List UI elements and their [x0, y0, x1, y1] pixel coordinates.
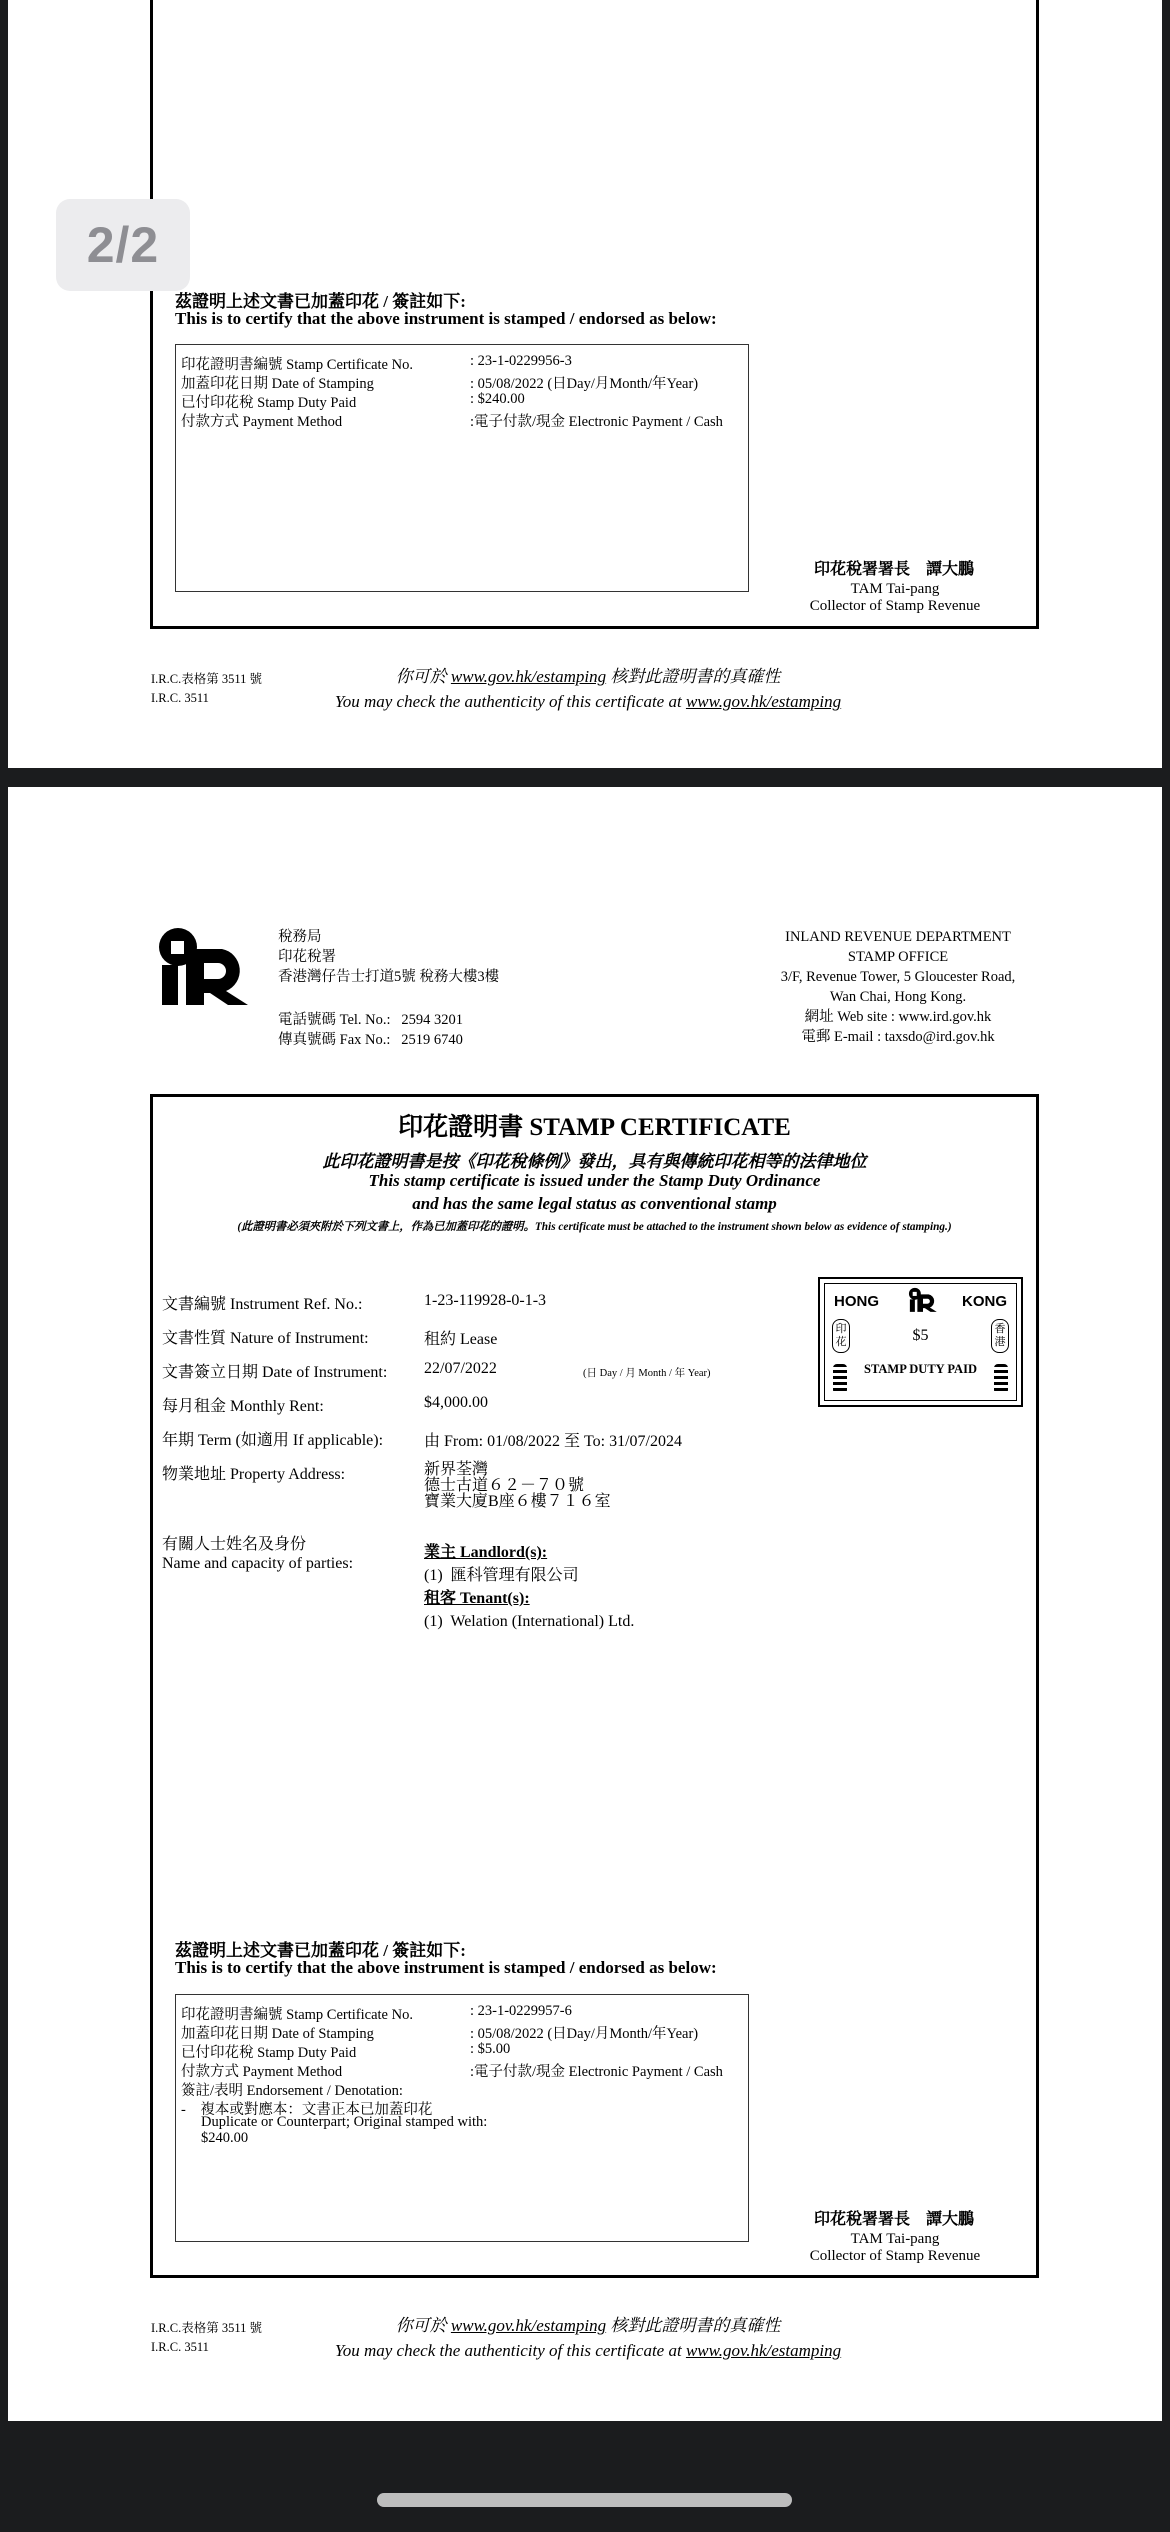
- box-value: : 05/08/2022 (日Day/月Month/年Year): [470, 2026, 699, 2042]
- home-indicator[interactable]: [377, 2493, 792, 2507]
- check-cn-pre: 你可於: [395, 2316, 451, 2335]
- certificate-subtitle-en-2: and has the same legal status as conventional stamp: [412, 1194, 777, 1213]
- parties-list: [424, 1541, 634, 1633]
- address-en-1: 3/F, Revenue Tower, 5 Gloucester Road,: [780, 969, 1016, 985]
- estamping-link[interactable]: www.gov.hk/estamping: [685, 692, 842, 711]
- landlord-heading: 業主 Landlord(s):: [424, 1544, 548, 1561]
- instrument-date-value: 22/07/2022: [424, 1360, 497, 1377]
- estamping-link[interactable]: www.gov.hk/estamping: [450, 667, 607, 686]
- stamp-left-ornament-icon: [833, 1364, 847, 1394]
- box-label: 已付印花稅 Stamp Duty Paid: [181, 2045, 357, 2061]
- certify-heading-cn: 茲證明上述文書已加蓋印花 / 簽註如下:: [175, 1941, 466, 1960]
- signature-name: TAM Tai-pang: [850, 2231, 940, 2247]
- authenticity-note: [308, 664, 868, 714]
- box-value: : $240.00: [470, 391, 525, 407]
- certificate-subtitle-cn: 此印花證明書是按《印花稅條例》發出，具有與傳統印花相等的法律地位: [322, 1152, 867, 1171]
- dept-address-cn: [278, 927, 499, 987]
- field-label: 物業地址 Property Address:: [162, 1466, 346, 1483]
- document-page-2: [8, 787, 1162, 2421]
- box-value: : $5.00: [470, 2041, 511, 2057]
- tel-number: 電話號碼 Tel. No.: 2594 3201: [278, 1012, 464, 1028]
- stamp-paid-label: STAMP DUTY PAID: [864, 1362, 977, 1376]
- certify-heading-en: This is to certify that the above instrument is stamped / endorsed as below:: [175, 309, 717, 328]
- field-label: 文書編號 Instrument Ref. No.:: [162, 1296, 363, 1313]
- box-label: 加蓋印花日期 Date of Stamping: [181, 376, 374, 392]
- box-value: :電子付款/現金 Electronic Payment / Cash: [470, 414, 723, 430]
- property-address: [424, 1462, 611, 1510]
- stamp-kong: KONG: [962, 1293, 1007, 1310]
- address-cn: 香港灣仔告士打道5號 稅務大樓3樓: [278, 969, 500, 985]
- website: 網址 Web site : www.ird.gov.hk: [804, 1009, 992, 1025]
- field-label: 文書簽立日期 Date of Instrument:: [162, 1364, 388, 1381]
- landlord-entry: (1) 匯科管理有限公司: [424, 1567, 579, 1584]
- instrument-ref-value: 1-23-119928-0-1-3: [424, 1292, 547, 1309]
- box-label: 印花證明書編號 Stamp Certificate No.: [181, 2007, 413, 2023]
- box-value: : 23-1-0229956-3: [470, 353, 572, 369]
- page-indicator-badge: 2/2: [56, 199, 190, 291]
- box-label: 印花證明書編號 Stamp Certificate No.: [181, 357, 413, 373]
- box-value: : 23-1-0229957-6: [470, 2003, 572, 2019]
- signature-title: Collector of Stamp Revenue: [809, 2248, 981, 2264]
- box-value: : 05/08/2022 (日Day/月Month/年Year): [470, 376, 699, 392]
- email: 電郵 E-mail : taxsdo@ird.gov.hk: [801, 1029, 995, 1045]
- check-en-pre: You may check the authenticity of this certificate at: [334, 692, 686, 711]
- stamp-left-seal: 印花: [832, 1319, 850, 1353]
- stamp-right-seal: 香港: [991, 1319, 1009, 1353]
- stamp-right-ornament-icon: [994, 1364, 1008, 1394]
- attach-note: (此證明書必須夾附於下列文書上，作為已加蓋印花的證明。This certificate must be attached to the instrument shown below as evidence of stamping.): [237, 1221, 952, 1233]
- check-en-pre: You may check the authenticity of this certificate at: [334, 2341, 686, 2360]
- authenticity-note: [308, 2313, 868, 2363]
- signature-title: Collector of Stamp Revenue: [809, 598, 981, 614]
- check-cn-post: 核對此證明書的真確性: [606, 2316, 781, 2335]
- document-page-1: [8, 0, 1162, 768]
- endorsement-label: 簽註/表明 Endorsement / Denotation:: [181, 2083, 403, 2099]
- box-label: 加蓋印花日期 Date of Stamping: [181, 2026, 374, 2042]
- term-value: 由 From: 01/08/2022 至 To: 31/07/2024: [424, 1433, 683, 1450]
- box-value: :電子付款/現金 Electronic Payment / Cash: [470, 2064, 723, 2080]
- tenant-entry: (1) Welation (International) Ltd.: [424, 1613, 635, 1630]
- stamp-hong: HONG: [834, 1293, 879, 1310]
- form-number-en: I.R.C. 3511: [151, 691, 209, 705]
- form-number-cn: I.R.C.表格第 3511 號: [151, 2321, 262, 2335]
- address-line: 新界荃灣: [424, 1461, 489, 1478]
- office-name-cn: 印花稅署: [278, 949, 336, 965]
- address-en-2: Wan Chai, Hong Kong.: [829, 989, 967, 1005]
- address-line: 德士古道６２－７０號: [424, 1477, 585, 1494]
- dept-name-en: INLAND REVENUE DEPARTMENT: [785, 929, 1011, 945]
- field-label: 每月租金 Monthly Rent:: [162, 1398, 324, 1415]
- address-line: 寶業大廈B座６樓７１６室: [424, 1493, 611, 1510]
- endorsement-line-2: Duplicate or Counterpart; Original stamped with:: [201, 2114, 488, 2130]
- dept-name-cn: 稅務局: [278, 929, 322, 945]
- stamp-ir-icon: [908, 1287, 938, 1313]
- signature-en: [790, 581, 1000, 615]
- dept-address-en: [748, 927, 1048, 1047]
- field-label: 文書性質 Nature of Instrument:: [162, 1330, 369, 1347]
- certify-heading-cn: 茲證明上述文書已加蓋印花 / 簽註如下:: [175, 292, 466, 311]
- signature-cn: 印花稅署署長 譚大鵬: [814, 2211, 975, 2228]
- box-label: 付款方式 Payment Method: [181, 414, 343, 430]
- signature-en: [790, 2231, 1000, 2265]
- form-number: [151, 2319, 262, 2357]
- form-number-cn: I.R.C.表格第 3511 號: [151, 672, 262, 686]
- office-name-en: STAMP OFFICE: [847, 949, 949, 965]
- signature-cn: 印花稅署署長 譚大鵬: [814, 561, 975, 578]
- signature-name: TAM Tai-pang: [850, 581, 940, 597]
- box-label: 已付印花稅 Stamp Duty Paid: [181, 395, 357, 411]
- contact-numbers: [278, 1010, 463, 1050]
- check-cn-post: 核對此證明書的真確性: [606, 667, 781, 686]
- box-label: 付款方式 Payment Method: [181, 2064, 343, 2080]
- endorsement-line-3: $240.00: [201, 2130, 249, 2146]
- field-label: 年期 Term (如適用 If applicable):: [162, 1432, 384, 1449]
- certificate-subtitle-en-1: This stamp certificate is issued under the Stamp Duty Ordinance: [368, 1171, 821, 1190]
- monthly-rent-value: $4,000.00: [424, 1394, 488, 1411]
- form-number: [151, 670, 262, 708]
- certificate-title: 印花證明書 STAMP CERTIFICATE: [398, 1114, 791, 1141]
- check-cn-pre: 你可於: [395, 667, 451, 686]
- tenant-heading: 租客 Tenant(s):: [424, 1590, 530, 1607]
- date-format-hint: (日 Day / 月 Month / 年 Year): [583, 1368, 711, 1379]
- parties-label: [162, 1535, 353, 1573]
- fax-number: 傳真號碼 Fax No.: 2519 6740: [278, 1032, 463, 1048]
- nature-value: 租約 Lease: [424, 1331, 498, 1348]
- stamp-amount: $5: [912, 1327, 929, 1344]
- form-number-en: I.R.C. 3511: [151, 2340, 209, 2354]
- stamp-duty-paid-stamp: [818, 1277, 1023, 1407]
- ird-logo-icon: [156, 927, 252, 1007]
- estamping-link[interactable]: www.gov.hk/estamping: [685, 2341, 842, 2360]
- estamping-link[interactable]: www.gov.hk/estamping: [450, 2316, 607, 2335]
- parties-label-en: Name and capacity of parties:: [162, 1555, 354, 1572]
- endorsement-line-1: - 複本或對應本：文書正本已加蓋印花: [181, 2102, 433, 2118]
- parties-label-cn: 有關人士姓名及身份: [162, 1536, 307, 1553]
- certify-heading-en: This is to certify that the above instrument is stamped / endorsed as below:: [175, 1958, 717, 1977]
